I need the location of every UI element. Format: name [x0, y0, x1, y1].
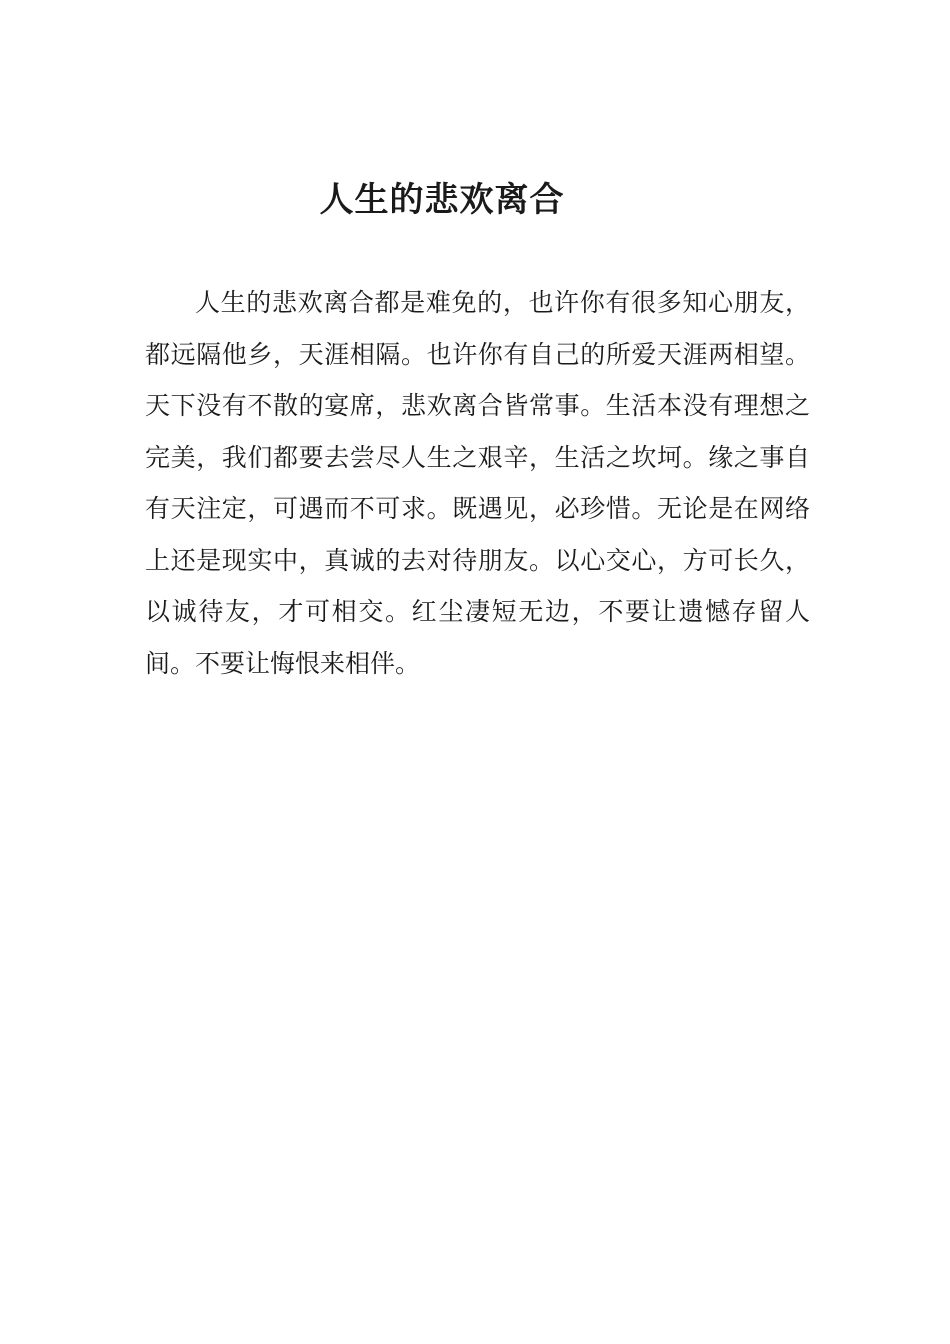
- document-body-paragraph: 人生的悲欢离合都是难免的，也许你有很多知心朋友，都远隔他乡，天涯相隔。也许你有自己的所爱天涯两相望。天下没有不散的宴席，悲欢离合皆常事。生活本没有理想之完美，我们都要去尝尽人生之艰辛，生活之坎坷。缘之事自有天注定，可遇而不可求。既遇见，必珍惜。无论是在网络上还是现实中，真诚的去对待朋友。以心交心，方可长久，以诚待友，才可相交。红尘凄短无边，不要让遗憾存留人间。不要让悔恨来相伴。: [145, 288, 810, 678]
- document-title: 人生的悲欢离合: [319, 180, 565, 220]
